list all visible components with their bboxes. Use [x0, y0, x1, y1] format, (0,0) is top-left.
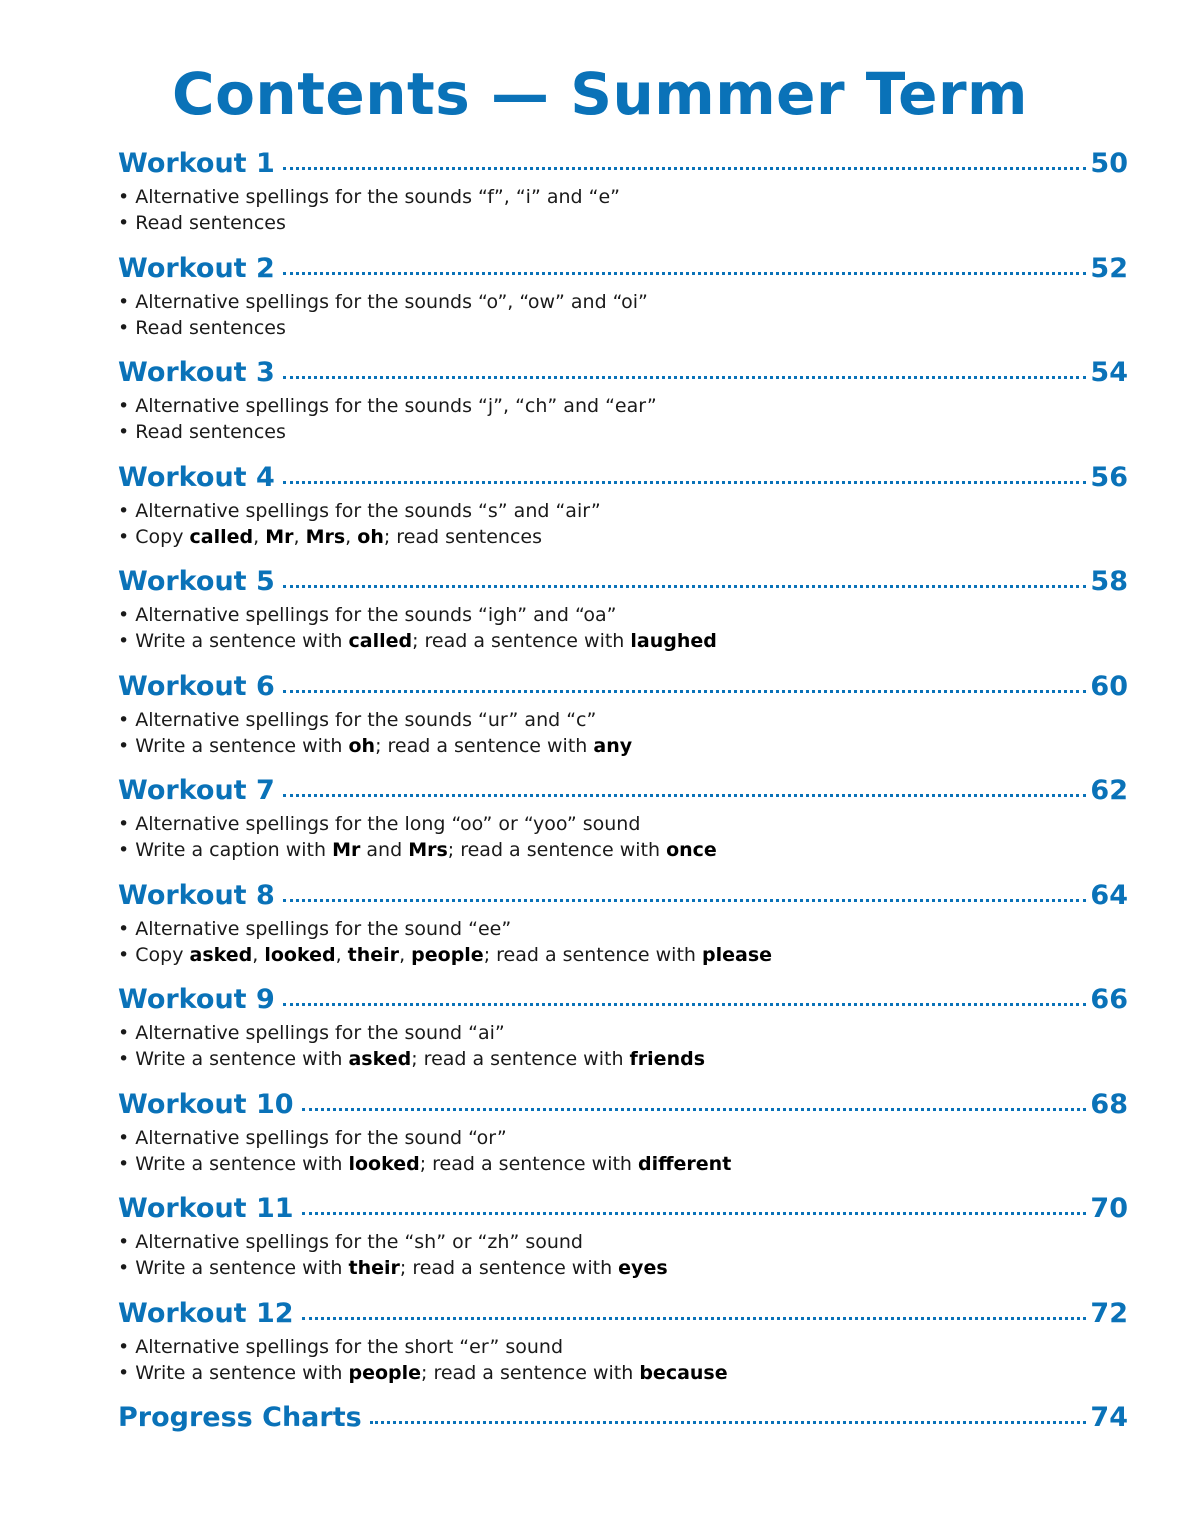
toc-entry-bullets [118, 393, 1128, 445]
toc-entry-bullet [118, 916, 1128, 942]
toc-entry-bullet [118, 1020, 1128, 1046]
keyword: Mr [332, 839, 361, 861]
dot-leader [283, 690, 1087, 693]
bullet-icon: • [118, 839, 136, 861]
bullet-text: ; read a sentence with [447, 839, 667, 861]
keyword: oh [348, 734, 376, 757]
toc-entry-bullet [118, 837, 1128, 863]
bullet-text: Copy [135, 943, 190, 966]
toc-entry-page-number: 62 [1090, 775, 1128, 806]
toc-entry-bullets [118, 289, 1128, 341]
keyword: called [189, 525, 254, 548]
bullet-icon: • [118, 630, 136, 652]
bullet-text: Alternative spellings for the sounds “j”, “ch” and “ear” [135, 395, 657, 417]
toc-entry-progress-charts[interactable] [118, 1402, 1128, 1438]
toc-entry[interactable] [118, 462, 1128, 567]
toc-entry-header[interactable] [118, 880, 1128, 916]
toc-entry-title: Workout 3 [118, 357, 275, 388]
toc-entry-header[interactable] [118, 775, 1128, 811]
bullet-text: and [360, 839, 409, 861]
bullet-text: Read sentences [135, 421, 286, 443]
dot-leader [283, 1003, 1087, 1006]
dot-leader [302, 1108, 1087, 1111]
bullet-text: Alternative spellings for the sound “ee” [135, 917, 512, 940]
toc-entry-bullets [118, 707, 1128, 759]
bullet-icon: • [118, 1126, 136, 1149]
dot-leader [283, 794, 1087, 797]
toc-entry-header[interactable] [118, 984, 1128, 1020]
toc-entries [118, 148, 1128, 1402]
toc-entry-header[interactable] [118, 357, 1128, 393]
toc-entry-bullet [118, 393, 1128, 419]
dot-leader [370, 1421, 1087, 1424]
toc-entry-bullet [118, 524, 1128, 550]
keyword: called [348, 630, 413, 652]
dot-leader [283, 167, 1087, 170]
keyword: looked [348, 1152, 420, 1175]
keyword: eyes [618, 1257, 668, 1279]
keyword: friends [629, 1048, 706, 1070]
toc-entry-title: Workout 11 [118, 1193, 294, 1224]
toc-entry[interactable] [118, 566, 1128, 671]
toc-entry-bullet [118, 628, 1128, 654]
toc-entry-header[interactable] [118, 566, 1128, 602]
bullet-text: Write a caption with [135, 839, 333, 861]
toc-entry-bullet [118, 1151, 1128, 1177]
bullet-text: Alternative spellings for the short “er” sound [135, 1335, 564, 1358]
toc-entry-bullet [118, 602, 1128, 628]
keyword: please [702, 943, 773, 966]
toc-entry-header[interactable] [118, 1298, 1128, 1334]
keyword: different [638, 1152, 732, 1175]
bullet-text: Write a sentence with [135, 1257, 349, 1279]
keyword: Mrs [305, 525, 346, 548]
toc-entry-title: Workout 12 [118, 1297, 294, 1329]
bullet-icon: • [118, 1257, 136, 1279]
toc-entry[interactable] [118, 1193, 1128, 1298]
toc-entry-bullet [118, 289, 1128, 315]
bullet-text: Alternative spellings for the sounds “ur” and “c” [135, 708, 597, 731]
toc-entry-bullets [118, 1020, 1128, 1072]
bullet-text: ; read a sentence with [419, 1152, 639, 1175]
bullet-text: ; read sentences [383, 525, 542, 548]
toc-entry-header[interactable] [118, 1193, 1128, 1229]
bullet-icon: • [118, 1048, 136, 1070]
toc-entry-title: Workout 5 [118, 566, 275, 597]
dot-leader [302, 1317, 1087, 1320]
bullet-text: Write a sentence with [135, 1152, 349, 1175]
toc-entry-page-number: 64 [1090, 879, 1128, 911]
bullet-text: Copy [135, 525, 190, 548]
toc-entry-page-number: 60 [1090, 670, 1128, 702]
bullet-icon: • [118, 186, 136, 208]
keyword: Mrs [408, 839, 448, 861]
bullet-icon: • [118, 1361, 136, 1384]
toc-entry[interactable] [118, 775, 1128, 880]
bullet-icon: • [118, 499, 136, 522]
toc-entry-title: Workout 1 [118, 148, 275, 179]
toc-entry-page-number: 74 [1090, 1402, 1128, 1433]
bullet-icon: • [118, 1152, 136, 1175]
bullet-icon: • [118, 943, 136, 966]
toc-entry-bullet [118, 1229, 1128, 1255]
bullet-icon: • [118, 604, 136, 626]
toc-entry-bullets [118, 602, 1128, 654]
toc-entry-bullet [118, 942, 1128, 968]
toc-entry-bullets [118, 184, 1128, 236]
toc-entry-bullet [118, 1125, 1128, 1151]
toc-entry-page-number: 54 [1090, 357, 1128, 388]
toc-entry-page-number: 68 [1090, 1088, 1128, 1120]
bullet-text: , [253, 525, 266, 548]
keyword: people [348, 1361, 422, 1384]
bullet-text: Write a sentence with [135, 1361, 349, 1384]
toc-entry-bullet [118, 210, 1128, 236]
bullet-icon: • [118, 813, 136, 835]
bullet-text: , [335, 943, 348, 966]
toc-entry-title: Workout 9 [118, 984, 275, 1015]
bullet-text: ; read a sentence with [411, 1048, 630, 1070]
toc-entry-bullets [118, 916, 1128, 968]
bullet-icon: • [118, 1335, 136, 1358]
toc-entry-bullet [118, 184, 1128, 210]
toc-entry[interactable] [118, 671, 1128, 776]
bullet-text: Read sentences [135, 212, 286, 234]
toc-entry-header[interactable] [118, 462, 1128, 498]
toc-entry-bullet [118, 733, 1128, 759]
bullet-icon: • [118, 734, 136, 757]
toc-entry[interactable] [118, 357, 1128, 462]
toc-entry-header[interactable] [118, 1089, 1128, 1125]
table-of-contents [118, 148, 1128, 1438]
keyword: any [593, 734, 633, 757]
toc-entry[interactable] [118, 148, 1128, 253]
bullet-text: ; read a sentence with [412, 630, 631, 652]
toc-entry-bullet [118, 1360, 1128, 1386]
keyword: asked [189, 943, 253, 966]
toc-entry-page-number: 58 [1090, 566, 1128, 597]
dot-leader [283, 899, 1087, 902]
dot-leader [283, 585, 1087, 588]
toc-entry-bullets [118, 1125, 1128, 1177]
keyword: laughed [630, 630, 717, 652]
dot-leader [283, 272, 1087, 275]
toc-entry-page-number: 50 [1090, 148, 1128, 179]
bullet-icon: • [118, 316, 136, 339]
bullet-text: Write a sentence with [135, 734, 349, 757]
toc-entry-header[interactable] [118, 253, 1128, 289]
toc-entry-header[interactable] [118, 671, 1128, 707]
toc-entry-page-number: 72 [1090, 1297, 1128, 1329]
bullet-text: , [252, 943, 265, 966]
bullet-text: Alternative spellings for the sounds “s” and “air” [135, 499, 601, 522]
toc-entry-bullets [118, 498, 1128, 550]
toc-entry[interactable] [118, 984, 1128, 1089]
bullet-text: Alternative spellings for the sound “ai” [135, 1022, 505, 1044]
bullet-text: ; read a sentence with [399, 1257, 619, 1279]
toc-entry-bullet [118, 707, 1128, 733]
keyword: looked [264, 943, 336, 966]
keyword: their [348, 1257, 400, 1279]
dot-leader [302, 1212, 1087, 1215]
bullet-text: ; read a sentence with [421, 1361, 640, 1384]
bullet-text: Alternative spellings for the sounds “igh” and “oa” [135, 604, 617, 626]
toc-entry-bullets [118, 1229, 1128, 1281]
bullet-text: , [399, 943, 412, 966]
bullet-icon: • [118, 1231, 136, 1253]
bullet-text: , [293, 525, 306, 548]
toc-entry-page-number: 70 [1090, 1193, 1128, 1224]
bullet-icon: • [118, 395, 136, 417]
bullet-text: Alternative spellings for the sound “or” [135, 1126, 507, 1149]
page-title: Contents — Summer Term [172, 60, 1028, 128]
toc-entry-title: Workout 4 [118, 461, 275, 493]
keyword: oh [357, 525, 384, 548]
bullet-icon: • [118, 290, 136, 313]
dot-leader [283, 376, 1087, 379]
bullet-text: Alternative spellings for the “sh” or “zh” sound [135, 1231, 583, 1253]
bullet-icon: • [118, 525, 136, 548]
bullet-icon: • [118, 917, 136, 940]
toc-entry-title: Workout 10 [118, 1088, 294, 1120]
toc-entry-bullet [118, 1255, 1128, 1281]
toc-entry-header[interactable] [118, 148, 1128, 184]
toc-entry-title: Workout 8 [118, 879, 275, 911]
bullet-text: Alternative spellings for the long “oo” or “yoo” sound [135, 813, 641, 835]
toc-entry-title: Workout 6 [118, 670, 275, 702]
toc-entry[interactable] [118, 1089, 1128, 1194]
toc-entry-page-number: 66 [1090, 984, 1128, 1015]
bullet-text: Read sentences [135, 316, 286, 339]
toc-entry-bullets [118, 811, 1128, 863]
bullet-text: Write a sentence with [135, 630, 349, 652]
keyword: once [666, 839, 717, 861]
keyword: their [347, 943, 400, 966]
bullet-text: Write a sentence with [135, 1048, 349, 1070]
toc-entry-bullet [118, 811, 1128, 837]
keyword: asked [348, 1048, 412, 1070]
keyword: because [639, 1361, 728, 1384]
toc-entry-bullet [118, 1334, 1128, 1360]
bullet-text: ; read a sentence with [483, 943, 702, 966]
bullet-text: Alternative spellings for the sounds “f”, “i” and “e” [135, 186, 620, 208]
bullet-icon: • [118, 1022, 136, 1044]
toc-entry-bullet [118, 498, 1128, 524]
toc-entry[interactable] [118, 1298, 1128, 1403]
keyword: people [411, 943, 484, 966]
dot-leader [283, 481, 1087, 484]
toc-entry-page-number: 56 [1090, 461, 1128, 493]
toc-entry-title: Workout 2 [118, 252, 275, 284]
bullet-icon: • [118, 421, 136, 443]
keyword: Mr [265, 525, 294, 548]
toc-entry-page-number: 52 [1090, 252, 1128, 284]
toc-entry-title: Workout 7 [118, 775, 275, 806]
toc-entry-bullet [118, 1046, 1128, 1072]
toc-entry-bullet [118, 419, 1128, 445]
toc-entry-bullet [118, 315, 1128, 341]
toc-entry[interactable] [118, 253, 1128, 358]
bullet-icon: • [118, 212, 136, 234]
toc-entry-bullets [118, 1334, 1128, 1386]
bullet-text: ; read a sentence with [375, 734, 594, 757]
toc-entry[interactable] [118, 880, 1128, 985]
bullet-text: , [345, 525, 358, 548]
toc-entry-title: Progress Charts [118, 1402, 362, 1433]
bullet-icon: • [118, 708, 136, 731]
bullet-text: Alternative spellings for the sounds “o”, “ow” and “oi” [135, 290, 648, 313]
